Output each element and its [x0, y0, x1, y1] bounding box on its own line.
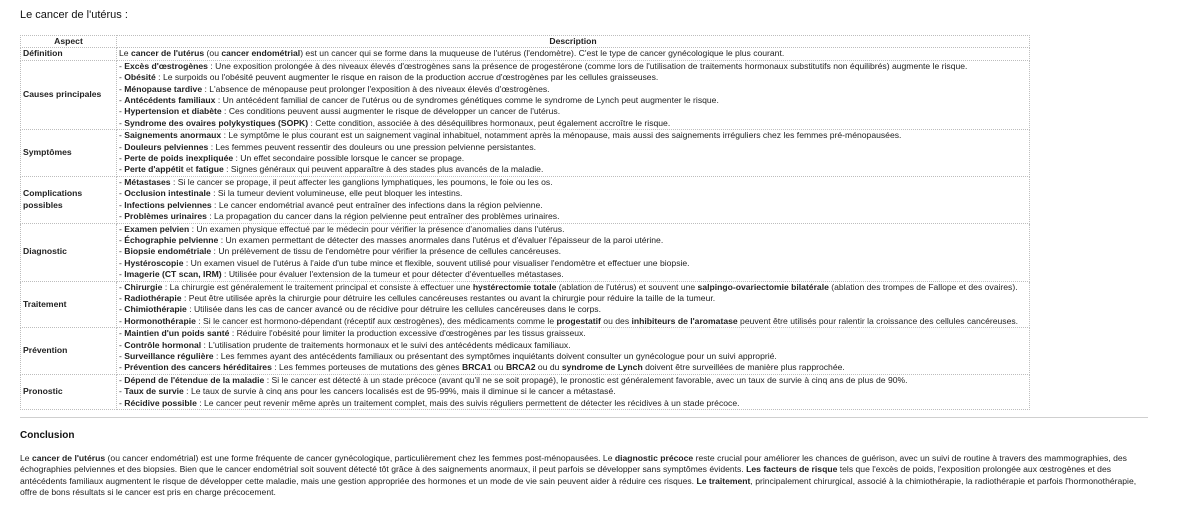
description-line: - Antécédents familiaux : Un antécédent familial de cancer de l'utérus ou de syndromes génétiques comme le syndrome de Lynch peut augmenter le risque. — [119, 95, 719, 106]
description-cell — [117, 223, 1030, 281]
description-line: - Syndrome des ovaires polykystiques (SOPK) : Cette condition, associée à des déséquilibres hormonaux, peut également accroître le risque. — [119, 117, 671, 128]
description-cell — [117, 281, 1030, 328]
table-row — [21, 328, 1030, 375]
cancer-table — [20, 35, 1030, 410]
description-line: - Prévention des cancers héréditaires : Les femmes porteuses de mutations des gènes BRCA1 ou BRCA2 ou du syndrome de Lynch doivent être surveillées de manière plus rapprochée. — [119, 362, 845, 373]
description-line: - Ménopause tardive : L'absence de ménopause peut prolonger l'exposition à des niveaux élevés d'œstrogènes. — [119, 83, 550, 94]
aspect-cell: Traitement — [21, 281, 117, 328]
description-line: - Obésité : Le surpoids ou l'obésité peuvent augmenter le risque en raison de la production accrue d'œstrogènes par les cellules graisseuses. — [119, 72, 659, 83]
description-cell — [117, 48, 1030, 60]
table-body — [21, 48, 1030, 410]
description-line: - Biopsie endométriale : Un prélèvement de tissu de l'endomètre pour vérifier la présence de cellules cancéreuses. — [119, 246, 562, 257]
description-line: - Douleurs pelviennes : Les femmes peuvent ressentir des douleurs ou une pression pelvienne persistantes. — [119, 141, 537, 152]
description-line: - Chimiothérapie : Utilisée dans les cas de cancer avancé ou de récidive pour détruire les cellules cancéreuses dans le corps. — [119, 304, 601, 315]
description-line: - Occlusion intestinale : Si la tumeur devient volumineuse, elle peut bloquer les intestins. — [119, 188, 463, 199]
description-line: - Problèmes urinaires : La propagation du cancer dans la région pelvienne peut entraîner des problèmes urinaires. — [119, 211, 560, 222]
header-aspect: Aspect — [21, 36, 117, 48]
table-header-row — [21, 36, 1030, 48]
conclusion-text: Le cancer de l'utérus (ou cancer endométrial) est une forme fréquente de cancer gynécologique, particulièrement chez les femmes post-ménopausées. Le diagnostic précoce reste crucial pour améliorer les chances de guérison, avec un suivi de routine à travers des mammographies, des échographies pelviennes et des biopsies. Bien que le cancer endométrial soit souvent détecté tôt grâce à des saignements anormaux, il peut parfois se développer sans symptômes évidents. Les facteurs de risque tels que l'excès de poids, l'exposition prolongée aux œstrogènes et des antécédents familiaux augmentent le risque de développer cette maladie, mais une gestion appropriée des hormones et un mode de vie sain peuvent aider à réduire ces risques. Le traitement, principalement chirurgical, associé à la chimiothérapie, la radiothérapie et parfois l'hormonothérapie, offre de bons résultats si le cancer est pris en charge précocement. — [20, 453, 1137, 498]
description-line: - Perte de poids inexpliquée : Un effet secondaire possible lorsque le cancer se propage. — [119, 153, 465, 164]
table-row — [21, 176, 1030, 223]
description-line: - Imagerie (CT scan, IRM) : Utilisée pour évaluer l'extension de la tumeur et pour détecter d'éventuelles métastases. — [119, 269, 564, 280]
description-cell — [117, 130, 1030, 177]
conclusion-heading: Conclusion — [20, 430, 75, 441]
description-line: - Chirurgie : La chirurgie est généralement le traitement principal et consiste à effectuer une hystérectomie totale (ablation de l'utérus) et souvent une salpingo-ovariectomie bilatérale (ablation des trompes de Fallope et des ovaires). — [119, 281, 1018, 292]
aspect-cell: Diagnostic — [21, 223, 117, 281]
table-row — [21, 48, 1030, 60]
table-row — [21, 281, 1030, 328]
aspect-cell: Prévention — [21, 328, 117, 375]
description-line: - Radiothérapie : Peut être utilisée après la chirurgie pour détruire les cellules cancéreuses restantes ou avant la chirurgie pour réduire la taille de la tumeur. — [119, 292, 716, 303]
description-line: - Récidive possible : Le cancer peut revenir même après un traitement complet, mais des suivis réguliers permettent de détecter les récidives à un stade précoce. — [119, 397, 740, 408]
description-cell — [117, 176, 1030, 223]
description-line: - Hormonothérapie : Si le cancer est hormono-dépendant (réceptif aux œstrogènes), des médicaments comme le progestatif ou des inhibiteurs de l'aromatase peuvent être utilisés pour ralentir la croissance des cellules cancéreuses. — [119, 315, 1019, 326]
description-line: - Perte d'appétit et fatigue : Signes généraux qui peuvent apparaître à des stades plus avancés de la maladie. — [119, 164, 544, 175]
table-row — [21, 374, 1030, 409]
description-line: - Maintien d'un poids santé : Réduire l'obésité pour limiter la production excessive d'œstrogènes par les tissus graisseux. — [119, 328, 586, 339]
aspect-cell: Complications possibles — [21, 176, 117, 223]
description-line: - Dépend de l'étendue de la maladie : Si le cancer est détecté à un stade précoce (avant qu'il ne se soit propagé), le pronostic est généralement favorable, avec un taux de survie à cinq ans de plus de 90%. — [119, 374, 908, 385]
header-description: Description — [117, 36, 1030, 48]
aspect-cell: Pronostic — [21, 374, 117, 409]
description-line: - Hystéroscopie : Un examen visuel de l'utérus à l'aide d'un tube mince et flexible, souvent utilisé pour visualiser l'endomètre et effectuer une biopsie. — [119, 257, 690, 268]
description-line: - Taux de survie : Le taux de survie à cinq ans pour les cancers localisés est de 95-99%, mais il diminue si le cancer a métastasé. — [119, 386, 616, 397]
aspect-cell: Causes principales — [21, 60, 117, 129]
description-line: - Examen pelvien : Un examen physique effectué par le médecin pour vérifier la présence d'anomalies dans l'utérus. — [119, 223, 565, 234]
table-row — [21, 60, 1030, 129]
section-divider — [20, 417, 1148, 418]
description-cell — [117, 60, 1030, 129]
description-line: - Surveillance régulière : Les femmes ayant des antécédents familiaux ou présentant des symptômes inquiétants doivent consulter un gynécologue pour un suivi approprié. — [119, 350, 777, 361]
description-line: - Métastases : Si le cancer se propage, il peut affecter les ganglions lymphatiques, les poumons, le foie ou les os. — [119, 176, 553, 187]
description-cell — [117, 374, 1030, 409]
table-row — [21, 130, 1030, 177]
description-cell — [117, 328, 1030, 375]
description-line: Le cancer de l'utérus (ou cancer endométrial) est un cancer qui se forme dans la muqueuse de l'utérus (l'endomètre). C'est le type de cancer gynécologique le plus courant. — [119, 48, 785, 59]
page-title: Le cancer de l'utérus : — [20, 9, 128, 21]
aspect-cell: Symptômes — [21, 130, 117, 177]
description-line: - Échographie pelvienne : Un examen permettant de détecter des masses anormales dans l'utérus et d'évaluer l'épaisseur de la paroi utérine. — [119, 234, 664, 245]
description-line: - Infections pelviennes : Le cancer endométrial avancé peut entraîner des infections dans la région pelvienne. — [119, 199, 543, 210]
description-line: - Saignements anormaux : Le symptôme le plus courant est un saignement vaginal inhabituel, notamment après la ménopause, mais aussi des saignements irréguliers chez les femmes pré-ménopausées. — [119, 130, 902, 141]
table-row — [21, 223, 1030, 281]
aspect-cell: Définition — [21, 48, 117, 60]
description-line: - Contrôle hormonal : L'utilisation prudente de traitements hormonaux et le suivi des antécédents médicaux familiaux. — [119, 339, 571, 350]
description-line: - Excès d'œstrogènes : Une exposition prolongée à des niveaux élevés d'œstrogènes sans la présence de progestérone (comme lors de l'utilisation de traitements hormonaux substitutifs non équilibrés) augmente le risque. — [119, 60, 968, 71]
description-line: - Hypertension et diabète : Ces conditions peuvent aussi augmenter le risque de développer un cancer de l'utérus. — [119, 106, 561, 117]
